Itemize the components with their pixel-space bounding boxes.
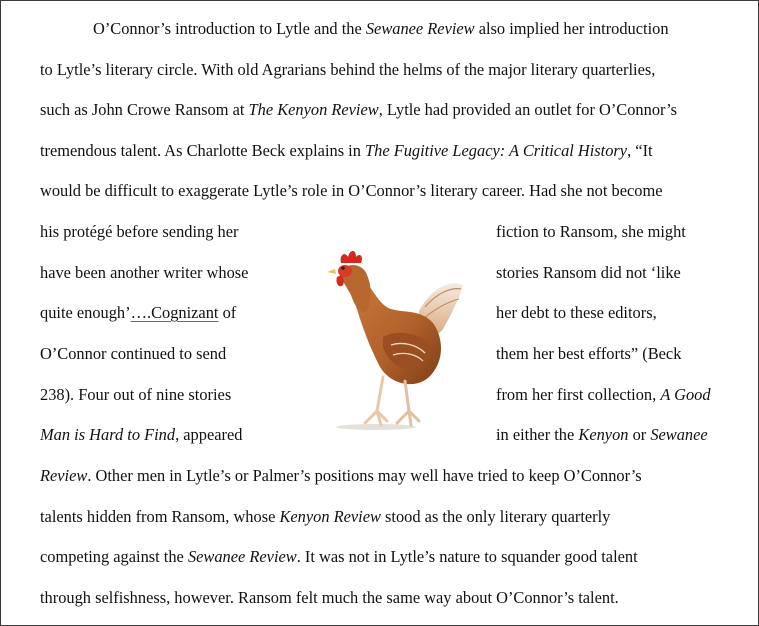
text-line-right	[496, 344, 681, 364]
text-run: or	[628, 425, 651, 444]
hen-beak	[327, 269, 336, 274]
text-line-left	[40, 425, 242, 445]
italic-title: The Fugitive Legacy: A Critical History	[365, 141, 628, 160]
text-run: in either the	[496, 425, 579, 444]
text-run: 238). Four out of nine stories	[40, 385, 232, 404]
italic-title: Kenyon	[578, 425, 629, 444]
italic-title: Man is Hard to Find	[40, 425, 176, 444]
text-line	[40, 181, 663, 201]
text-run: stood as the only literary quarterly	[380, 507, 611, 526]
italic-title: Sewanee Review	[187, 547, 297, 566]
text-line	[93, 19, 669, 39]
text-line	[40, 466, 642, 486]
text-run: fiction to Ransom, she might	[496, 222, 686, 241]
text-run: . Other men in Lytle’s or Palmer’s positions may well have tried to keep O’Connor’s	[87, 466, 642, 485]
text-line-left	[40, 263, 248, 283]
text-run: have been another writer whose	[40, 263, 249, 282]
text-line	[40, 60, 655, 80]
text-run: , Lytle had provided an outlet for O’Connor’s	[378, 100, 678, 119]
text-line-right	[496, 303, 657, 323]
text-line-left	[40, 303, 236, 323]
text-run: O’Connor continued to send	[40, 344, 227, 363]
text-run: quite enough’	[40, 303, 131, 322]
text-run: . It was not in Lytle’s nature to squander good talent	[296, 547, 638, 566]
text-line-right	[496, 263, 681, 283]
text-run: talents hidden from Ransom, whose	[40, 507, 280, 526]
italic-title: Review	[40, 466, 88, 485]
text-line-right	[496, 222, 686, 242]
text-line-left	[40, 385, 231, 405]
text-run: also implied her introduction	[474, 19, 669, 38]
text-line	[40, 141, 653, 161]
text-line-left	[40, 222, 238, 242]
hen-eye	[341, 266, 345, 270]
text-line	[40, 507, 610, 527]
italic-title: Sewanee	[650, 425, 708, 444]
text-run: O’Connor’s introduction to Lytle and the	[93, 19, 366, 38]
hen-comb	[341, 251, 362, 263]
italic-title: Kenyon Review	[279, 507, 381, 526]
text-run: competing against the	[40, 547, 188, 566]
italic-title: Sewanee Review	[365, 19, 475, 38]
text-run: stories Ransom did not ‘like	[496, 263, 681, 282]
hen-leg-right	[397, 381, 419, 425]
text-run: from her first collection,	[496, 385, 661, 404]
text-line	[40, 588, 619, 608]
text-run: of	[218, 303, 237, 322]
text-line-right	[496, 425, 708, 445]
text-run: her debt to these editors,	[496, 303, 657, 322]
text-run: to Lytle’s literary circle. With old Agrarians behind the helms of the major literary quarterlies,	[40, 60, 656, 79]
text-line	[40, 547, 638, 567]
italic-title: A Good	[660, 385, 711, 404]
misspelled-word: ….Cognizant	[130, 303, 219, 322]
shadow-shape	[336, 424, 416, 430]
text-run: such as John Crowe Ransom at	[40, 100, 249, 119]
text-line	[40, 100, 677, 120]
text-line-right	[496, 385, 711, 405]
text-run: , “It	[627, 141, 653, 160]
text-run: his protégé before sending her	[40, 222, 239, 241]
text-run: would be difficult to exaggerate Lytle’s role in O’Connor’s literary career. Had she not become	[40, 181, 663, 200]
text-line-left	[40, 344, 226, 364]
hen-image[interactable]	[321, 241, 471, 436]
hen-leg-left	[365, 377, 387, 425]
text-run: through selfishness, however. Ransom felt much the same way about O’Connor’s talent.	[40, 588, 619, 607]
text-run: them her best efforts” (Beck	[496, 344, 682, 363]
text-run: tremendous talent. As Charlotte Beck explains in	[40, 141, 366, 160]
text-run: , appeared	[175, 425, 243, 444]
italic-title: The Kenyon Review	[248, 100, 379, 119]
